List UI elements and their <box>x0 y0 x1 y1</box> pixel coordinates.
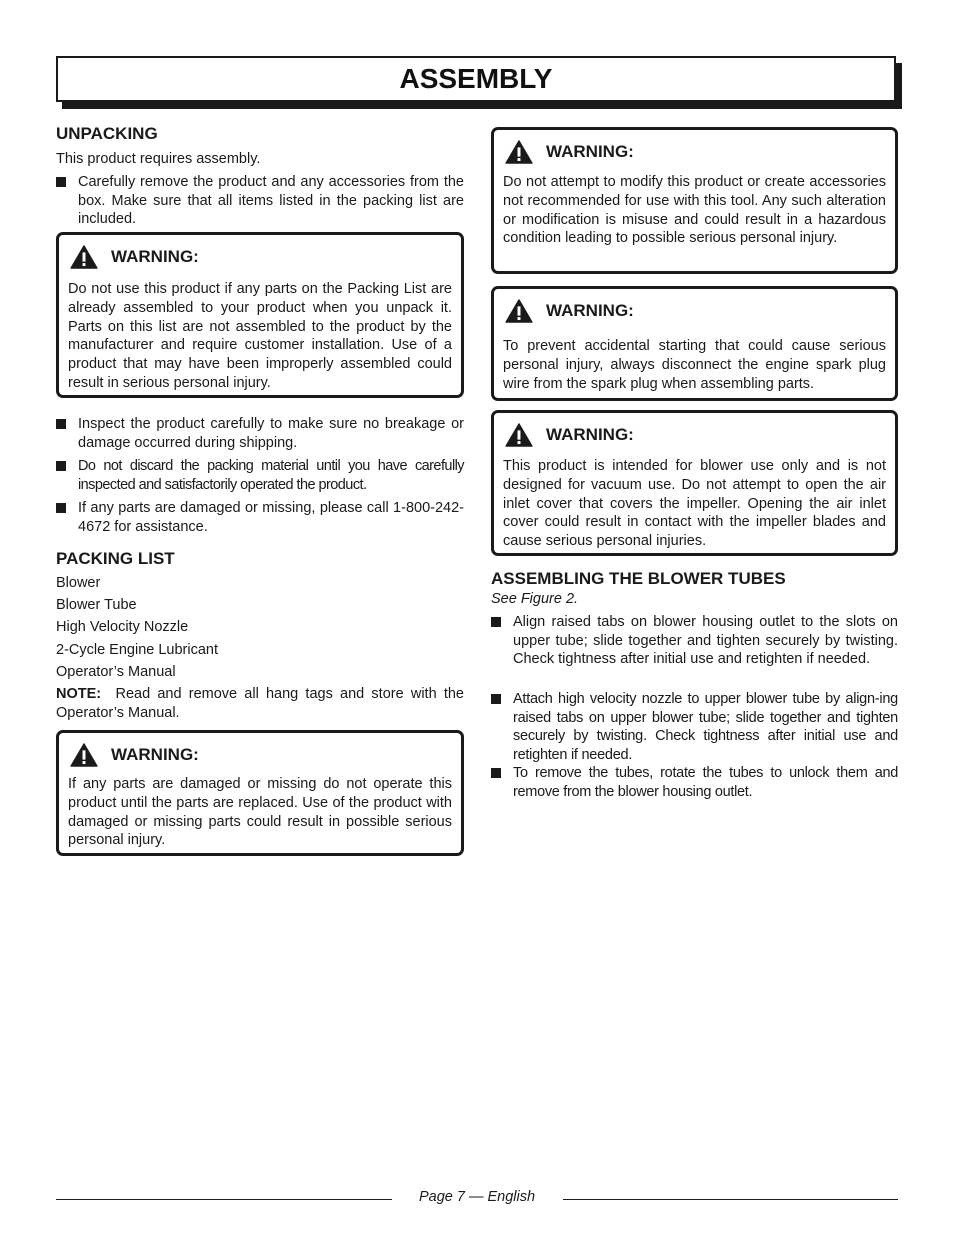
list-item: Attach high velocity nozzle to upper blower tube by align-ing raised tabs on upper blower tube; slide together and tighten securely by twisting. Check tightness after initial use and retighten if needed. <box>491 690 898 764</box>
page-number: Page 7 — English <box>418 1189 536 1205</box>
list-item: Inspect the product carefully to make sure no breakage or damage occurred during shipping. <box>56 415 464 452</box>
warning-box <box>491 410 898 556</box>
footer-rule-right <box>563 1199 898 1200</box>
warning-text: To prevent accidental starting that could cause serious personal injury, always disconnect the engine spark plug wire from the spark plug when assembling parts. <box>503 338 886 392</box>
packing-list-item: 2-Cycle Engine Lubricant <box>56 642 219 658</box>
warning-header <box>69 743 199 767</box>
warning-label: WARNING: <box>546 142 634 161</box>
unpacking-intro: This product requires assembly. <box>56 151 261 167</box>
warning-triangle-icon <box>69 245 99 269</box>
warning-triangle-icon <box>69 743 99 767</box>
list-item: Do not discard the packing material until you have carefully inspected and satisfactorily operated the product. <box>56 457 464 494</box>
warning-text: This product is intended for blower use only and is not designed for vacuum use. Do not attempt to open the air inlet cover that covers the impeller. Opening the air inlet cover could result in contact with the impeller blades and cause serious personal injuries. <box>503 458 886 550</box>
warning-header <box>504 140 634 164</box>
bullet-square-icon <box>56 503 66 513</box>
warning-triangle-icon <box>504 299 534 323</box>
packing-list-heading: PACKING LIST <box>56 549 175 568</box>
section-banner <box>56 56 896 102</box>
bullet-square-icon <box>56 461 66 471</box>
warning-text: Do not attempt to modify this product or create accessories not recommended for use with this tool. Any such alteration or modification is misuse and could result in a hazardous condition leading to possible serious personal injury. <box>503 174 886 247</box>
packing-list-item: High Velocity Nozzle <box>56 619 189 635</box>
warning-header <box>504 423 634 447</box>
figure-reference: See Figure 2. <box>491 591 579 607</box>
warning-box <box>491 127 898 274</box>
footer-rule-left <box>56 1199 392 1200</box>
warning-label: WARNING: <box>546 301 634 320</box>
note-text: Read and remove all hang tags and store with the Operator’s Manual. <box>56 686 464 721</box>
list-item: Align raised tabs on blower housing outlet to the slots on upper tube; slide together and tighten securely by twisting. Check tightness after initial use and retighten if needed. <box>491 613 898 669</box>
warning-text: If any parts are damaged or missing do not operate this product until the parts are replaced. Use of the product with damaged or missing parts could result in possible serious personal injury. <box>68 776 452 849</box>
warning-box <box>56 232 464 398</box>
warning-label: WARNING: <box>111 745 199 764</box>
unpacking-heading: UNPACKING <box>56 124 158 143</box>
packing-list-item: Blower <box>56 575 101 591</box>
bullet-square-icon <box>491 694 501 704</box>
bullet-square-icon <box>56 419 66 429</box>
warning-label: WARNING: <box>111 247 199 266</box>
assembling-heading: ASSEMBLING THE BLOWER TUBES <box>491 569 786 588</box>
note-label: NOTE: <box>56 686 102 702</box>
list-item: Carefully remove the product and any accessories from the box. Make sure that all items listed in the packing list are included. <box>56 173 464 229</box>
bullet-square-icon <box>56 177 66 187</box>
warning-box <box>491 286 898 401</box>
warning-header <box>69 245 199 269</box>
page-title: ASSEMBLY <box>399 63 553 94</box>
warning-header <box>504 299 634 323</box>
packing-note <box>56 685 464 722</box>
warning-label: WARNING: <box>546 425 634 444</box>
warning-box <box>56 730 464 856</box>
list-item: To remove the tubes, rotate the tubes to unlock them and remove from the blower housing outlet. <box>491 764 898 801</box>
bullet-square-icon <box>491 768 501 778</box>
warning-triangle-icon <box>504 423 534 447</box>
warning-text: Do not use this product if any parts on the Packing List are already assembled to your product when you unpack it. Parts on this list are not assembled to the product by the manufacturer and require customer installation. Use of a product that may have been improperly assembled could result in serious personal injury. <box>68 281 452 391</box>
bullet-square-icon <box>491 617 501 627</box>
packing-list-item: Operator’s Manual <box>56 664 176 680</box>
packing-list-item: Blower Tube <box>56 597 137 613</box>
list-item: If any parts are damaged or missing, please call 1-800-242-4672 for assistance. <box>56 499 464 536</box>
warning-triangle-icon <box>504 140 534 164</box>
